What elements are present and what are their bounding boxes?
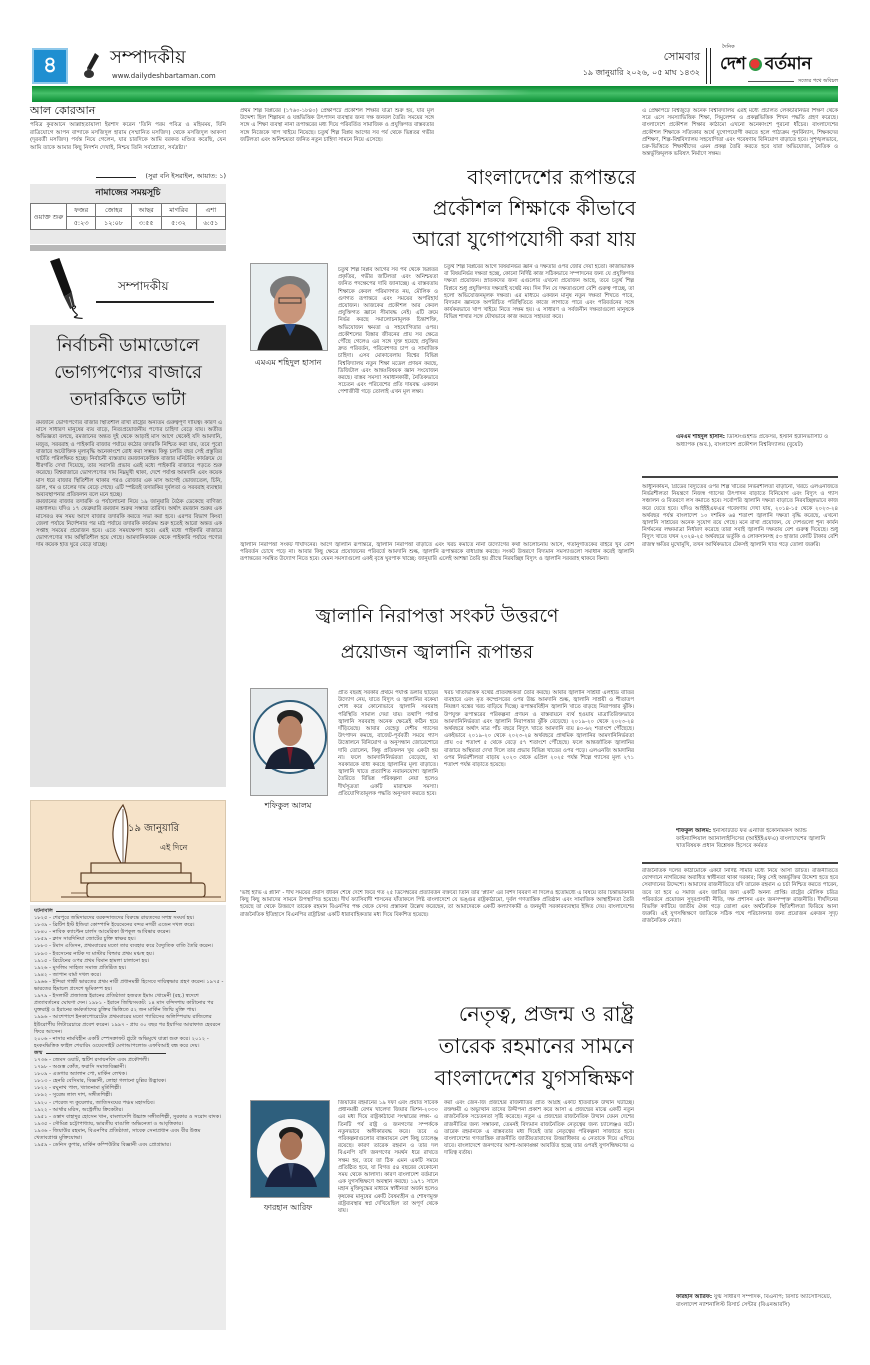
article3-author-bio (676, 1294, 838, 1326)
event-item: ১৮৫৯ - ক্লাস সারদিনিয়া জোটের চুক্তি স্বাক্ষর হয়। (34, 936, 136, 943)
birth-item: ১৯৫৯ - ডেনিস কুপার, মার্কিন কম্পিউটার বিজ্ঞানী এবং প্রোগ্রামার। (34, 1142, 172, 1149)
birth-item: ১৯২২ - আর্থার মরিস, অস্ট্রেলীয় ক্রিকেটার। (34, 1106, 124, 1113)
birth-item: ১৮৯২ - সুরেন্দ্র লাল দাশ, সঙ্গীতশিল্পী। (34, 1092, 113, 1099)
prayer-name: এশা (196, 204, 225, 217)
editorial-paragraph: রমজানের বাজার তদারকি ও পর্যালোচনা নিয়ে ১৯ জানুয়ারি বৈঠক ডেকেছে বাণিজ্য মন্ত্রণালয়। যদিও ১৭ ফেব্রুয়ারি রমজান শুরুর সম্ভাব্য তারিখ। অর্থাৎ রমজান শুরুর এক মাসেরও কম সময় আগে বাজার তদারকি করতে সভা করা হবে। এরপর বিভাগ কিংবা জেলা পর্যায়ে নির্দেশনার পর মাঠ পর্যায়ে তদারকি কার্যক্রম শুরু হতেই আরো অন্তত এক সপ্তাহ সময়ের প্রয়োজন হবে। এতে সময়ক্ষেপণ হবে। এরই মধ্যে পাইকারি বাজারে ভোগ্যপণ্যের দাম অস্থিতিশীল হয়ে গেছে। আমদানিকারক থেকে পাইকারি পর্যায়ে পণ্যের দাম কয়েক হাত ঘুরে বেড়ে যাচ্ছে। (36, 499, 222, 549)
bio-text: যুগ্ম সাধারণ সম্পাদক, বিএনপি; রিসার্চ অ্যাসোসিয়েট, বাংলাদেশ ন্যাশনালিস্ট রিসার্চ সেন্টার (বিএনআরসি) (676, 1294, 832, 1308)
logo-right-text: বর্তমান (764, 54, 812, 74)
prayer-names-row (31, 204, 226, 217)
article1-headline[interactable] (240, 162, 636, 258)
quran-reference: (সুরা বনি ইসরাইল, আয়াত: ১) (145, 172, 226, 180)
birth-item: ১৯৫১ - ওস্তাদ বাহাদুর হোসেন খান, বাংলাদেশি উচ্চাঙ্গ সঙ্গীতশিল্পী, সুরকার ও সরোদ বাদক। (34, 1113, 222, 1120)
prayer-row-label: ওয়াক্ত শুরু (31, 204, 67, 230)
logo-left-text: দেশ (720, 54, 746, 74)
article2-headline-line: প্রয়োজন জ্বালানি রূপান্তর (340, 641, 534, 663)
article1-headline-line: আরো যুগোপযোগী করা যায় (412, 227, 636, 251)
birth-item: ১৮০৯ - এডগার অ্যালান পো, মার্কিন লেখক। (34, 1071, 127, 1078)
prayer-time: ৬:৫১ (196, 217, 225, 230)
article1-lead: প্রথম শিল্প বিপ্লবের (১৭৬০-১৮৪০) প্রেক্ষাপটে প্রকৌশল শিক্ষার যাত্রা শুরু হয়, যার মূল উদ্দেশ্য ছিল শিল্পায়ন ও যন্ত্রভিত্তিক উৎপাদন ব্যবস্থার জন্য দক্ষ জনবল তৈরি। সময়ের সঙ্গে সঙ্গে এ শিক্ষা ব্যবস্থা নানা রূপান্তরের মধ্য দিয়ে পরিবর্তিত সামাজিক ও প্রযুক্তিগত বাস্তবতার সঙ্গে নিজেকে খাপ খাইয়ে নিয়েছে। চতুর্থ শিল্প বিপ্লব আগের সব পর্ব থেকে ভিন্নতর গভীর জটিলতা এবং অনিশ্চয়তা জনিত নতুন চাহিদা সামনে নিয়ে এসেছে। (240, 108, 434, 143)
article2-body: প্রতি বছরই সরকার প্রথমে পর্যাপ্ত ডলার ছাড়ের উদ্যোগ নেয়, যাতে বিদ্যুৎ ও জ্বালানির বকেয়া শোধ করে কোনোভাবে জ্বালানি সরবরাহ পরিস্থিতি সামাল দেয়া যায়। তথাপি পর্যাপ্ত জ্বালানি সরবরাহ অনেক ক্ষেত্রেই কঠিন হয়ে দাঁড়িয়েছে। আবার যেহেতু দেশীয় গ্যাসের উৎপাদন কমছে, বাজেট-পূর্ববর্তী সময়ে গ্যাস উত্তোলনে বিনিয়োগ ও অনুসন্ধান জোরেশোরে দাবি তোলেন, কিন্তু প্রতিফলন খুব একটা হয় না। ফলে আমদানিনির্ভরতা বেড়েছে, যা সরকারকে বাধ্য করছে জ্বালানির মূল্য বাড়াতে। জ্বালানি খাতে প্রত্যাশিত নবায়নযোগ্য জ্বালানি তৈরিতে বিভিন্ন পরিকল্পনা নেয়া হলেও দীর্ঘসূত্রতা একটি মারাত্মক সমস্যা। প্রতিযোগিতামূলক পদ্ধতি অনুসরণ করতে হবে। (338, 690, 438, 797)
article-separator (642, 476, 838, 478)
event-item: ১৯২৬ - মুসলিম সাহিত্য সমাজ প্রতিষ্ঠিত হয়। (34, 964, 127, 971)
this-day-illustration (30, 800, 226, 902)
bio-name: শফিকুল আলম: (676, 828, 712, 834)
prayer-box-footer (30, 245, 226, 251)
bio-text: ডিস্টিংগুইশড প্রফেসর, ইস্টার্ন ইউনিভার্সিটি ও অধ্যাপক (অব.), বাংলাদেশ প্রকৌশল বিশ্ববিদ্যালয় (বুয়েট) (676, 434, 829, 448)
website-link[interactable]: www.dailydeshbartaman.com (112, 72, 216, 80)
logo-underline (748, 81, 794, 82)
editorial-body (36, 420, 222, 782)
prayer-name: আছর (131, 204, 161, 217)
section-title: সম্পাদকীয় (110, 47, 186, 68)
event-item: ১৯১৫ - ব্রিটেনের ওপর প্রথম বিমান হামলা চালানো হয়। (34, 957, 150, 964)
prayer-time: ৫:২৩ (67, 217, 96, 230)
birth-item: ১৭৯৮ - অগুস্ত কোঁত, ফরাসি সমাজবিজ্ঞানী। (34, 1064, 126, 1071)
article3-headline-line: বাংলাদেশের যুগসন্ধিক্ষণ (434, 1066, 634, 1090)
article2-author: শফিকুল আলম (264, 801, 312, 810)
article2-lead: জ্বালানি নিরাপত্তা সংকট দীর্ঘদিনের। আগে জ্বালানি রূপান্তরে, জ্বালানি নিরাপত্তা বাড়াতে এবং খরচ কমাতে নানা উদ্যোগের কথা আলোচনায় আসে, গতানুগতিকের বাইরে খুব বেশি পরিবর্তন চোখে পড়ে না। আবার কিছু ক্ষেত্রে প্রয়োজনের পরিবর্তে আমদানি শুল্ক, জ্বালানি রূপান্তরকে বাধাগ্রস্ত করছে। সংকট উত্তরণে বিদ্যমান সমস্যাগুলো সমাধান করেই জ্বালানি রূপান্তরের সমন্বিত উদ্যোগ নিতে হবে। যেমন সমস্যাগুলো একই বৃত্তে ঘুরপাক খাচ্ছে: জানুয়ারি এলেই আশঙ্কা তৈরি হয় গ্রীষ্মে নিরবচ্ছিন্ন বিদ্যুৎ ও জ্বালানি সরবরাহ থাকবে কিনা। (240, 542, 634, 563)
prayer-name: মাগরিব (161, 204, 196, 217)
article2-column-far-right: আধুনিকায়ন, গ্রিডের বিদ্যুতের ওপর শিল্প খাতের নির্ভরশীলতা বাড়ানো, খরচে এলএনজিতে নির্ভরশীলতা নিয়ন্ত্রণে নিজস্ব গ্যাসের উৎপাদন বাড়াতে বিনিয়োগ এবং বিদ্যুৎ ও গ্যাস সঞ্চালন ও বিতরণে লস কমাতে হবে। সর্বোপরি জ্বালানি দক্ষতা বাড়াতে নিরবচ্ছিন্নভাবে কাজ করে যেতে হবে। যদিও আইইইএফএর গবেষণায় দেখা যায়, ২০১৪-১৫ থেকে ২০২৩-২৪ অর্থবছর পর্যন্ত বাংলাদেশ ১০ দশমিক ৬৪ শতাংশ জ্বালানি দক্ষতা বৃদ্ধি করেছে, এখনো জ্বালানি সাশ্রয়ের অনেক সুযোগ রয়ে গেছে। মনে রাখা প্রয়োজন, যে দেশগুলো শূন্য কার্বন নির্গমনের লক্ষ্যমাত্রা নির্ধারণ করেছে তারা সবাই জ্বালানি দক্ষতায় বেশ গুরুত্ব দিয়েছে। শুধু বিদ্যুৎ খাতে যখন ২০২৪-২৫ অর্থবছরে ভর্তুকি ও লোকসানসহ ৫৩ হাজার কোটি টাকার বেশি রাজস্ব ক্ষতির মুখোমুখি, তখন আর্থিকভাবে টেকসই জ্বালানি খাত গড়ে তোলা জরুরি। (642, 484, 838, 548)
article3-column-far-right: রাজনৈতিক দলের কাঠামোকে একটা নির্দিষ্ট সীমার মধ্যে নিয়ে আসা উচিত। রাজনীতিতে যোগদানে নাগরিকের অবাধিত স্বাধীনতা থাকা দরকার; কিন্তু সেই অন্তর্ভুক্তির উদ্দেশ্য হতে হবে সেবাদানের উদ্দেশ্যে। আমাদের রাজনীতিতে যদি তারেক রহমান এ চর্চা নিশ্চিত করতে পারেন, তবে তা হবে এ সমাজ এবং জাতির জন্য একটি অনন্য প্রাপ্তি। রাষ্ট্রের মৌলিক চরিত্র পরিবর্তনে প্রয়োজন সুদূরপ্রসারী নীতি, দক্ষ প্রশাসন এবং জনসম্পৃক্ত রাজনীতি। দীর্ঘদিনের বিভক্তি কাটিয়ে জাতীয় ঐক্য গড়ে তোলা এবং অর্থনৈতিক স্থিতিশীলতা ফিরিয়ে আনা জরুরি। এই যুগসন্ধিক্ষণে জাতিকে সঠিক পথে পরিচালনার জন্য প্রয়োজন একজন সুদৃঢ় রাজনৈতিক নেতা। (642, 868, 838, 925)
editorial-headline[interactable]: নির্বাচনী ডামাডোলে ভোগ্যপণ্যের বাজারে তদারকিতে ভাটা (54, 335, 202, 410)
article3-body: জিয়াউর রহমানের ১৯ দফা এবং প্রয়াত সাবেক প্রধানমন্ত্রী বেগম খালেদা জিয়ার ভিশন-২০৩০ এর মধ্য দিয়ে রাষ্ট্রকাঠামো সংস্কারের লক্ষ্য- এ তিনটি পর্ব রাষ্ট্র ও জনগণের সম্পর্ককে নতুনভাবে অঙ্গীকারবদ্ধ করে। তবে এ পরিকল্পনাগুলোর বাস্তবায়নে বেশ কিছু চ্যালেঞ্জ রয়েছে। কারণ তারেক রহমান ও তার দল বিএনপি যদি জনগণের সমর্থন ধরে রাখতে সক্ষম হয়, তবে তা ঠিক এমন একটি সময়ে প্রতিষ্ঠিত হবে, যা বিগত ৫৪ বছরের যেকোনো সময় থেকে আলাদা। কারণ বাংলাদেশ বর্তমানে এক যুগসন্ধিক্ষণে অবস্থান করছে। ১৯৭১ সালে মহান মুক্তিযুদ্ধের মাধ্যমে স্বাধীনতা অর্জন হলেও কৃষকের মানুষের একটি বৈষম্যহীন ও শোষণমুক্ত রাষ্ট্রব্যবস্থার স্বপ্ন দেখিয়েছিল তা অপূর্ণ থেকে যায়। (338, 1100, 438, 1215)
author-portrait-icon (251, 264, 328, 351)
newspaper-logo[interactable] (720, 52, 812, 76)
birth-item: ১৯২০ - পেরেজ দ্য কুয়েলার, জাতিসংঘের পঞ্চম মহাসচিব। (34, 1099, 155, 1106)
prayer-time: ৫:৩২ (161, 217, 196, 230)
author-photo-arif (250, 1100, 330, 1198)
prayer-time: ১২:০৮ (96, 217, 132, 230)
events-list (34, 908, 224, 1328)
article3-column-right: করা এবং জেন-জি প্রজন্মের রাজনীতির প্রতি আগ্রহ একটি ইতিবাচক উত্থান ঘটাচ্ছে। রক্তক্ষয়ী এ অভ্যুত্থান তাদের উদ্দীপনা প্রকাশ করে আসা এ প্রজন্মের মাঝে একটি নতুন রাজনৈতিক সচেতনতা সৃষ্টি করেছে। নতুন এ প্রজন্মের রাজনৈতিক উত্থান যেমন দেশের রাজনীতির জন্য সম্ভাবনা, তেমনই বিদ্যমান রাজনৈতিক নেতৃত্বের জন্য চ্যালেঞ্জও বটে। তারেক রহমানকে এ বাস্তবতার মধ্য দিয়েই তার নেতৃত্বের পরিকল্পনা সাজাতে হবে। বাংলাদেশের গণতান্ত্রিক রাজনীতি জাতীয়তাবাদের উত্তরাধিকার এ নেতাকে দিয়ে এগিয়ে যাবে। বাংলাদেশে জনগণের আশা-আকাঙ্ক্ষা আবর্তিত হচ্ছে তার ওপরই যুগসন্ধিক্ষণের এ দায়িত্ব বর্তায়। (444, 1100, 634, 1157)
events-heading-label: ঘটনাবলি (34, 908, 53, 914)
event-item: ২০০৬ - নাসার নামবিহীন একটি স্পেসক্রাফট প্লুটো অভিমুখে যাত্রা শুরু করে। ২০১২ - হংকংভিত্তিক ফাইল শেয়ারিং ওয়েবসাইট মেগাআপলোড এফবিআই বন্ধ করে দেয়। (34, 1035, 209, 1049)
article1-author: এমএম শহিদুল হাসান (254, 358, 322, 367)
prayer-time: ৩:৫৫ (131, 217, 161, 230)
quran-heading-rule (30, 119, 100, 120)
author-photo-alam (250, 688, 328, 796)
prayer-name: ফজর (67, 204, 96, 217)
bio-name: এমএম শহিদুল হাসান: (676, 434, 726, 440)
logo-emblem-icon (749, 58, 762, 71)
page-number-badge: ৪ (32, 48, 68, 84)
author-portrait-icon (251, 689, 328, 796)
masthead-divider (706, 48, 711, 84)
births-heading-label: জন্ম (34, 1049, 43, 1056)
article1-headline-line: বাংলাদেশের রূপান্তরে (467, 165, 636, 189)
masthead-band (32, 86, 838, 102)
article2-author-bio (676, 828, 838, 858)
event-item: ১৮৯৩ - ইবসেনের নাটক দ্য মাস্টার বিল্ডার প্রথম মঞ্চস্থ হয়। (34, 950, 154, 957)
this-day-subtitle: এই দিনে (160, 843, 188, 852)
books-quill-icon (31, 801, 226, 902)
quran-verse: পবিত্র কুরআনে আল্লাহতায়ালা ইরশাদ করেন 'তিনি পরম পবিত্র ও মহিমময়, যিনি রাত্রিযোগে আপন বান্দাকে মসজিদুল হারাম (সম্মানিত মসজিদ) থেকে মসজিদুল আকসা (দূরবর্তী মসজিদ) পর্যন্ত নিয়ে গেলেন, যার চারদিকে আমি বরকত মণ্ডিত করেছি, যেন আমি তাকে আমার কিছু নিদর্শন দেখাই, নিশ্চয় তিনি সর্বশ্রোতা, সর্বদ্রষ্টা।' (30, 122, 226, 151)
article1-body: চতুর্থ শিল্প বিপ্লব আগের সব পর্ব থেকে ভিন্নতর প্রকৃতির, গভীর জটিলতা এবং অনিশ্চয়তা জনিত পদক্ষেপের দাবি জানাচ্ছে। এ বাস্তবতায় শিক্ষাকে কেবল পরিমাণগত নয়, মৌলিক ও গুণগত রূপান্তরে এবং সময়ের অপরিহার্য প্রয়োজন। আজকের প্রকৌশল আর কেবল প্রযুক্তিগত জ্ঞানে সীমাবদ্ধ নেই। এটি ক্রমে নির্ভর করছে সমালোচনামূলক চিন্তাশক্তি, অভিযোজন ক্ষমতা ও সহযোগিতার ওপর। প্রকৌশলের বিস্তার জীবনের প্রায় সব ক্ষেত্রে পৌঁছে গেলেও এর সঙ্গে যুক্ত হয়েছে প্রযুক্তির দ্রুত পরিবর্তন, পরিবেশগত চাপ ও সামাজিক চাহিদা। এসব মোকাবেলায় বিশ্বের বিভিন্ন বিশ্ববিদ্যালয় নতুন শিক্ষা মডেল প্রণয়ন করছে, ডিজিটাল এবং আন্তঃবিষয়ক জ্ঞান সংযোজন করছে। বাস্তব সমস্যা সমাধানকারী, নৈতিকভাবে সচেতন এবং পরিবেশের প্রতি দায়বদ্ধ একজন পেশাজীবী গড়ে তোলাই এখন মূল লক্ষ্য। (338, 267, 438, 396)
article3-headline-line: নেতৃত্ব, প্রজন্ম ও রাষ্ট্র (458, 1002, 634, 1026)
event-item: ১৯৪২ - জাপান বার্মা দখল করে। (34, 971, 102, 978)
births-heading (34, 1050, 224, 1057)
article3-lead: 'ভাই হ্যাভ এ প্ল্যান' - দীর্ঘ সময়ের প্রবাস জীবন শেষে দেশে ফিরে গত ২৫ ডিসেম্বরের প্রত্যাবর্তন বক্তব্যে তিনি তার 'প্ল্যান' এর বিশদ বিবরণ না দিলেও ইতোমধ্যে এ বিষয়ে তার চিন্তাভাবনার কিছু কিছু আমাদের সামনে উপস্থাপিত হয়েছে। দীর্ঘ ফ্যাসিবাদী শাসনের যাঁতাকলে পিষ্ট বাংলাদেশে যে ভঙ্গুর রাষ্ট্রকাঠামো, দুর্বল গণতান্ত্রিক প্রতিষ্ঠান এবং সামাজিক আস্থাহীনতা তৈরি হয়েছে তা থেকে উত্তরণে তারেক রহমান বিএনপির পক্ষ থেকে যেসব প্রস্তাবনা উল্লেখ করেছেন, তা আমাদেরকে একটি কল্যাণকামী ও জনমুখী সরকারব্যবস্থার ইঙ্গিত দেয়। বাংলাদেশের রাজনৈতিক ইতিহাসে বিএনপির রাষ্ট্রচিন্তা একটি ধারাবাহিকতার মধ্য দিয়ে বিকশিত হয়েছে। (240, 890, 634, 918)
quran-heading: আল কোরআন (30, 104, 96, 117)
event-item: ১৯৯৬ - আশেপাশে ইনকাপোরেটেড প্রথমবারের মতো প্যারিসের অলিম্পিয়ায় রাজিলের ইউরোপীয় লিটারেচারে প্রবেশ করেন। ১৯৯৭ - প্রায় ৩০ বছর পর ইয়াসির আরাফাত হেবরনে ফিরে আসেন। (34, 1014, 221, 1035)
author-portrait-icon (251, 1101, 330, 1198)
event-item: ১৮৮৩ - টমাস এডিসন, প্রথমবারের মতো তার ব্যবহার করে বৈদ্যুতিক বাতি তৈরি করেন। (34, 943, 213, 950)
article2-headline-line: জ্বালানি নিরাপত্তা সংকট উত্তরণে (315, 605, 559, 627)
birth-item: ১৮১৩ - হেনরি বেসিমার, বিজ্ঞানী, লোহা গলানো চুল্লির উদ্ভাবক। (34, 1078, 167, 1085)
event-item: ১৮৩৯ - ব্রিটিশ ইস্ট ইন্ডিয়া কোম্পানি ইয়েমেনের বন্দর নগরী এডেন দখল করে। (34, 922, 195, 929)
article3-headline-line: তারেক রহমানের সামনে (438, 1034, 634, 1058)
article3-headline[interactable] (240, 998, 634, 1096)
birth-item: ১৯৩৫ - সৌমিত্র চট্টোপাধ্যায়, ভারতীয় বাঙালি অভিনেতা ও আবৃত্তিকার। (34, 1120, 183, 1127)
prayer-times-table (30, 203, 226, 230)
article2-headline[interactable] (240, 598, 634, 680)
birth-item: ১৭৩৬ - জেমস ওয়াট, স্কটিশ রসায়নবিদ এবং প্রকৌশলী। (34, 1056, 150, 1063)
prayer-times-title: নামাজের সময়সূচি (95, 188, 161, 198)
article-separator (642, 862, 838, 864)
prayer-name: জোহর (96, 204, 132, 217)
event-item: ১৯৬৬ - ইন্দিরা গান্ধী ভারতের প্রথম নারী প্রধানমন্ত্রী হিসেবে দায়িত্বভার গ্রহণ করেন। ১৯৭৫ - ভারতের হিমাচল প্রদেশে ভূমিকম্প হয়। (34, 978, 224, 993)
publication-date: ১৯ জানুয়ারি ২০২৬, ০৫ মাঘ ১৪৩২ (582, 68, 700, 77)
editorial-label: সম্পাদকীয় (118, 279, 169, 293)
author-photo-hasan (250, 263, 328, 351)
event-item: ১৮৪০ - নাবিক ক্যাপ্টেন চার্লস আমেরিকা উপকূল আবিষ্কার করেন। (34, 929, 171, 936)
pen-icon (83, 52, 101, 80)
article3-author: ফারহান আরিফ (263, 1203, 313, 1212)
this-day-date: ১৯ জানুয়ারি (128, 823, 180, 834)
bio-text: ইনস্টিটিউট ফর এনার্জি ইকোনমিকস অ্যান্ড ফাইন্যান্সিয়াল অ্যানালাইসিসের (আইইইএফএ) বাংলাদেশের জ্বালানি খাতবিষয়ক প্রধান বিশ্লেষক হিসেবে কর্মরত (676, 828, 826, 850)
logo-prefix: দৈনিক (722, 44, 735, 50)
article1-author-bio (676, 434, 838, 472)
editorial-paragraph: রমজানে ভোগ্যপণ্যের বাজার স্থিতিশীল রাখা রাষ্ট্রের অন্যতম গুরুত্বপূর্ণ দায়িত্ব। কারণ এ মাসে সাধারণ মানুষের ব্যয় বাড়ে, নিত্যপ্রয়োজনীয় পণ্যের চাহিদা বেড়ে যায়। অতীত অভিজ্ঞতা বলছে, রমজানের অন্তত দুই থেকে আড়াই মাস আগে থেকেই যদি আমদানি, মজুত, সরবরাহ ও পাইকারি বাজার পর্যায়ে কঠোর তদারকি নিশ্চিত করা যায়, তবে পুরো বাজারে অযৌক্তিক মূল্যবৃদ্ধি অনেকাংশে রোধ করা সম্ভব। কিন্তু চলতি বছর সেই প্রস্তুতির ঘাটতি পরিলক্ষিত হচ্ছে। নির্বাচনী ব্যস্ততায় রমজানকেন্দ্রিক বাজার মনিটরিং কার্যক্রমে যে ধীরগতি দেখা দিয়েছে, তার সরাসরি প্রভাব এরই মধ্যে পাইকারি বাজারে পড়তে শুরু করেছে। বিশ্ববাজারে ভোগ্যপণ্যের দাম নিম্নমুখী থাকা, দেশে পর্যাপ্ত আমদানি এবং কয়েক মাস ধরে বাজার স্থিতিশীল থাকার পরও রোজার এক মাস আগেই ভোজ্যতেল, চিনি, ডাল, গম ও চালের দাম বেড়ে গেছে। এটি স্পষ্টতই তদারকির দুর্বলতা ও সরবরাহ ব্যবস্থার অব্যবস্থাপনার প্রতিফলন বলে মনে হচ্ছে। (36, 420, 222, 499)
publication-day: সোমবার (663, 50, 700, 63)
event-item: ১৮২৫ - শেরপুরে জমিদারদের বরকন্দাজদের বিরুদ্ধে রায়তদের সশস্ত্র সংঘর্ষ হয়। (34, 915, 195, 922)
article2-column-right: খরচ খাতভিত্তিক যথেষ্ট প্রতিবন্ধকতা তৈরি করছে। আবার জ্বালানি সাশ্রয়ী এলইডি বাতির ব্যবহারে এবং মৃত কম্প্রেসরের ওপর উচ্চ আমদানি শুল্ক, জ্বালানি সাশ্রয়ী ও শীতাতপ নিয়ন্ত্রণ যন্ত্রের খরচ বাড়িয়ে দিচ্ছে। রূপান্তরবিহীন জ্বালানি খাতে বাড়ছে নিরাপত্তার ঝুঁকি। উপযুক্ত রূপান্তরের পরিকল্পনা প্রণয়ন ও বাস্তবায়নে ব্যর্থ হওয়ায় মাত্রাতিরিক্তভাবে আমদানিনির্ভরতা এবং জ্বালানি নিরাপত্তার ঝুঁকি বেড়েছে। ২০১৯-২০ থেকে ২০২৩-২৪ অর্থবছরে অর্থাৎ মাত্র পাঁচ বছরে বিদ্যুৎ খাতে আমদানি ব্যয় ৪০-৬২ শতাংশে পৌঁছেছে। একইভাবে ২০১৯-২০ থেকে ২০২৩-২৪ অর্থবছরে প্রাথমিক জ্বালানির আমদানিনির্ভরতা প্রায় ৩৫ শতাংশ ৫ থেকে বেড়ে ৫৭ শতাংশে পৌঁছেছে। ফলে আন্তর্জাতিক জ্বালানির বাজারে অস্থিরতা দেখা দিলে তার প্রভাব বিভিন্ন খাতের ওপর পড়ে। এলএনজি আমদানির ওপর নির্ভরশীলতা বাড়ায় ২০২৩ থেকে এপ্রিল ২০২৫ পর্যন্ত শিল্পে গ্যাসের মূল্য ২৭১ শতাংশ পর্যন্ত বাড়াতে হয়েছে। (444, 690, 634, 769)
article1-column-right: চতুর্থ শিল্প বিপ্লবের আগে বিষয়নির্ভর জ্ঞান ও দক্ষতার ওপর জোর দেয়া হতো। কাজভিত্তিক বা বিষয়নির্ভর দক্ষতা হচ্ছে, কোনো নির্দিষ্ট কাজ সঠিকভাবে সম্পাদনের জন্য যে প্রযুক্তিগত দক্ষতা প্রয়োজন। স্নাতকদের জন্য এগুলোর এখনো প্রয়োজন আছে, তবে চতুর্থ শিল্প বিপ্লবে শুধু প্রযুক্তিগত দক্ষতাই যথেষ্ট নয়। দিন দিন যে দক্ষতাগুলো বেশি গুরুত্ব পাচ্ছে, তা হলো অভিযোজনমূলক দক্ষতা। এর মাধ্যমে একজন মানুষ নতুন দক্ষতা শিখতে পারে, বিদ্যমান জ্ঞানকে অপরিচিত পরিস্থিতিতে কাজে লাগাতে পারে এবং পরিবর্তনের সঙ্গে কার্যকরভাবে খাপ খাইয়ে নিতে সক্ষম হয়। এ সাধারণ ও সর্বজনীন দক্ষতাগুলো মানুষকে বিভিন্ন শাখার সঙ্গে যৌথভাবে কাজ করতে সহায়তা করে। (444, 264, 634, 321)
event-item: ১৯৭৯ - ইসলামী প্রজাতন্ত্র ইরানের প্রতিষ্ঠাতা হজরত ইমাম খোমেনী (রহ.) স্বদেশে প্রত্যাবর্তনের ঘোষণা দেন। ১৯৮১ - ইরানে জিম্মিসংকট: ১৪ মাস বন্দিদশায় কাটানোর পর যুক্তরাষ্ট্র ও ইরানের কর্মকর্তাদের চুক্তির ভিত্তিতে ৫২ জন মার্কিন জিম্মি মুক্তি পায়। (34, 993, 214, 1014)
birth-item: ১৮২২ - রঘুনাথ পাল, খ্যাতনামা মূর্তিশিল্পী। (34, 1085, 122, 1092)
fountain-pen-icon (36, 258, 92, 320)
bio-name: ফারহান আরিফ: (676, 1294, 713, 1300)
article1-column-far-right: এ প্রেক্ষাপটে বিশ্বজুড়ে অনেক বিশ্ববিদ্যালয় এরই মধ্যে প্রচলিত লেকচারনির্ভর শিক্ষণ থেকে সরে এসে সমস্যাভিত্তিক শিক্ষা, সিমুলেশন ও প্রকল্পভিত্তিক শিখন পদ্ধতি গ্রহণ করেছে। বাংলাদেশে প্রকৌশল শিক্ষার কাঠামো এখনো অনেকাংশে পুরনো ধাঁচের। বাংলাদেশের প্রকৌশল শিক্ষাকে সত্যিকার অর্থে যুগোপযোগী করতে হলে পাঠ্যক্রম পুনর্বিন্যাস, শিক্ষকদের প্রশিক্ষণ, শিল্প-বিশ্ববিদ্যালয় সহযোগিতা এবং গবেষণায় বিনিয়োগ বাড়াতে হবে। সুশৃঙ্খলভাবে, চক্র-ভিত্তিতে শিক্ষার্থীদের এমন প্রকল্প তৈরি করতে হবে যারা অভিযোজ্য, নৈতিক ও অন্তর্ভুক্তিমূলক ভবিষ্যৎ নির্মাণে সক্ষম। (642, 108, 838, 158)
article1-headline-line: প্রকৌশল শিক্ষাকে কীভাবে (432, 196, 636, 220)
birth-item: ১৯৩৬ - জিয়াউর রহমান, বিএনপির প্রতিষ্ঠাতা, সাবেক সেনাপ্রধান এবং বীর উত্তম খেতাবপ্রাপ্ত মুক্তিযোদ্ধা। (34, 1127, 201, 1141)
editorial-rule (96, 301, 214, 303)
logo-tagline: সত্যের পথে অবিচল (798, 78, 839, 84)
